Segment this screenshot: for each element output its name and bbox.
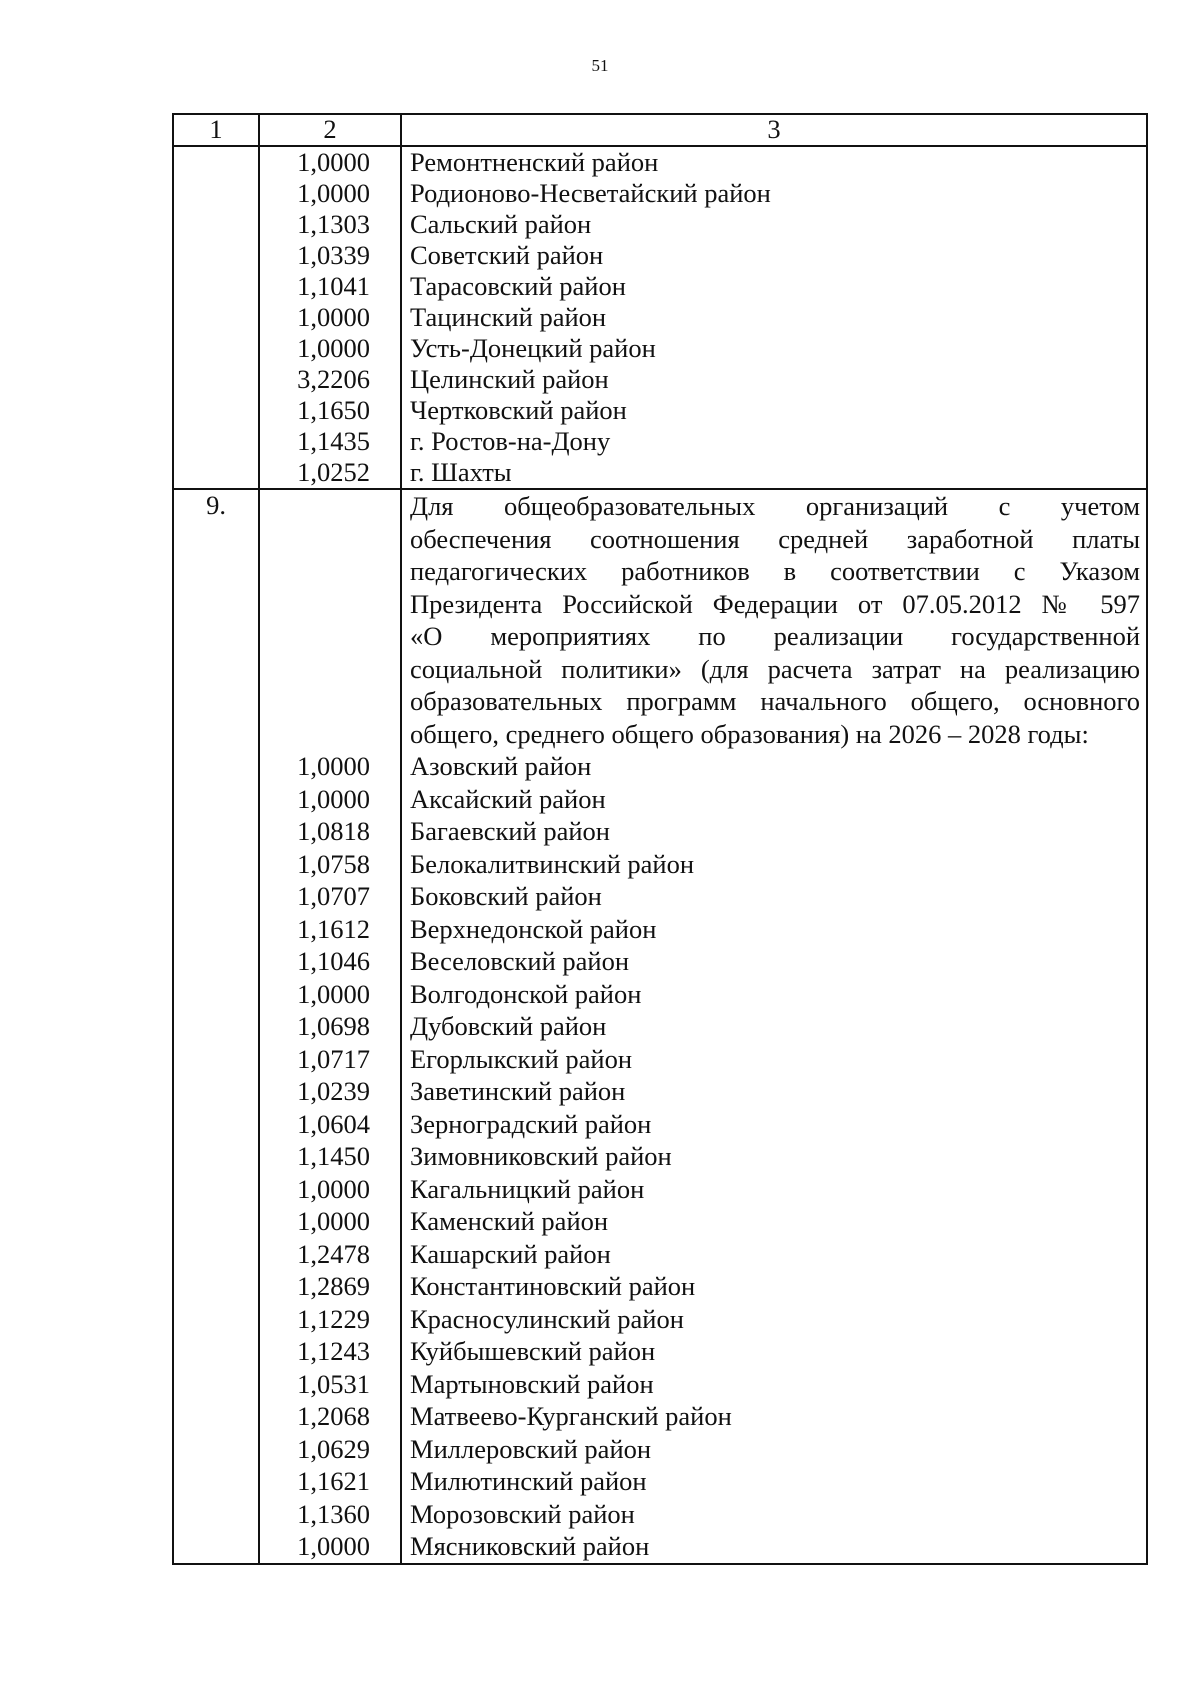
district-name-cell: Азовский район: [401, 750, 1147, 783]
table-row: [173, 1530, 1147, 1564]
coefficient-cell: 1,0604: [259, 1108, 401, 1141]
coefficient-cell: 1,0000: [259, 1173, 401, 1206]
table-row: [173, 1140, 1147, 1173]
district-name-cell: г. Шахты: [401, 457, 1147, 489]
row-number-cell: [173, 1433, 259, 1466]
district-name-cell: Аксайский район: [401, 783, 1147, 816]
description-line: «О мероприятиях по реализации государственной: [410, 621, 1140, 651]
district-name-cell: г. Ростов-на-Дону: [401, 426, 1147, 457]
district-name-cell: Кашарский район: [401, 1238, 1147, 1271]
table-row: [173, 1173, 1147, 1206]
coefficient-cell: 1,0000: [259, 783, 401, 816]
district-name-cell: Белокалитвинский район: [401, 848, 1147, 881]
coefficient-cell: 1,0000: [259, 1205, 401, 1238]
district-name-cell: Родионово-Несветайский район: [401, 178, 1147, 209]
row-number-cell: [173, 395, 259, 426]
coefficient-cell: [259, 489, 401, 750]
coefficient-cell: 1,0339: [259, 240, 401, 271]
row-number-cell: [173, 271, 259, 302]
coefficient-cell: 1,1435: [259, 426, 401, 457]
row-number-cell: [173, 1205, 259, 1238]
row-number-cell: [173, 1530, 259, 1564]
header-col-2: 2: [259, 114, 401, 146]
table-row: [173, 395, 1147, 426]
coefficient-cell: 1,1621: [259, 1465, 401, 1498]
table-body: [173, 114, 1147, 1564]
table-row: [173, 364, 1147, 395]
section-description-row: [173, 489, 1147, 750]
description-line: социальной политики» (для расчета затрат на реализацию: [410, 653, 1140, 684]
header-col-3: 3: [401, 114, 1147, 146]
table-row: [173, 1368, 1147, 1401]
row-number-cell: [173, 240, 259, 271]
table-row: [173, 333, 1147, 364]
coefficient-cell: 1,0698: [259, 1010, 401, 1043]
coefficient-cell: 1,0239: [259, 1075, 401, 1108]
coefficient-cell: 1,1650: [259, 395, 401, 426]
table-row: [173, 1270, 1147, 1303]
row-number-cell: [173, 880, 259, 913]
coefficient-cell: 1,0000: [259, 1530, 401, 1564]
district-name-cell: Константиновский район: [401, 1270, 1147, 1303]
district-name-cell: Советский район: [401, 240, 1147, 271]
table-row: [173, 271, 1147, 302]
row-number-cell: [173, 178, 259, 209]
district-name-cell: Ремонтненский район: [401, 146, 1147, 178]
row-number-cell: [173, 1368, 259, 1401]
district-name-cell: Зерноградский район: [401, 1108, 1147, 1141]
table-row: [173, 457, 1147, 489]
district-name-cell: Тарасовский район: [401, 271, 1147, 302]
row-number-cell: [173, 1108, 259, 1141]
coefficient-cell: 1,2869: [259, 1270, 401, 1303]
section-number-cell: 9.: [173, 489, 259, 750]
table-row: [173, 302, 1147, 333]
coefficient-cell: 1,0000: [259, 750, 401, 783]
coefficient-cell: 1,1229: [259, 1303, 401, 1336]
district-name-cell: Волгодонской район: [401, 978, 1147, 1011]
table-row: [173, 1108, 1147, 1141]
table-row: [173, 1303, 1147, 1336]
district-name-cell: Зимовниковский район: [401, 1140, 1147, 1173]
district-name-cell: Кагальницкий район: [401, 1173, 1147, 1206]
table-row: [173, 1498, 1147, 1531]
district-name-cell: Заветинский район: [401, 1075, 1147, 1108]
district-name-cell: Егорлыкский район: [401, 1043, 1147, 1076]
coefficient-cell: 1,0000: [259, 146, 401, 178]
row-number-cell: [173, 1400, 259, 1433]
row-number-cell: [173, 750, 259, 783]
table-row: [173, 1205, 1147, 1238]
table-row: [173, 1465, 1147, 1498]
row-number-cell: [173, 146, 259, 178]
district-name-cell: Куйбышевский район: [401, 1335, 1147, 1368]
table-header-row: [173, 114, 1147, 146]
district-name-cell: Матвеево-Курганский район: [401, 1400, 1147, 1433]
table-row: [173, 750, 1147, 783]
table-row: [173, 815, 1147, 848]
district-name-cell: Красносулинский район: [401, 1303, 1147, 1336]
section-description: [402, 490, 1146, 750]
district-name-cell: Чертковский район: [401, 395, 1147, 426]
district-name-cell: Усть-Донецкий район: [401, 333, 1147, 364]
table-row: [173, 880, 1147, 913]
table-row: [173, 978, 1147, 1011]
coefficient-cell: 1,0000: [259, 178, 401, 209]
coefficient-cell: 1,0629: [259, 1433, 401, 1466]
table-row: [173, 783, 1147, 816]
district-name-cell: Сальский район: [401, 209, 1147, 240]
district-name-cell: Миллеровский район: [401, 1433, 1147, 1466]
description-line: образовательных программ начального общего, основного: [410, 686, 1140, 716]
district-name-cell: Милютинский район: [401, 1465, 1147, 1498]
district-name-cell: Боковский район: [401, 880, 1147, 913]
row-number-cell: [173, 1498, 259, 1531]
table-row: [173, 1043, 1147, 1076]
coefficient-cell: 1,0531: [259, 1368, 401, 1401]
coefficient-cell: 1,0758: [259, 848, 401, 881]
coefficient-cell: 1,1303: [259, 209, 401, 240]
district-name-cell: Целинский район: [401, 364, 1147, 395]
coefficient-cell: 1,0000: [259, 333, 401, 364]
row-number-cell: [173, 1173, 259, 1206]
table-row: [173, 178, 1147, 209]
row-number-cell: [173, 1303, 259, 1336]
table-row: [173, 240, 1147, 271]
row-number-cell: [173, 1270, 259, 1303]
row-number-cell: [173, 333, 259, 364]
row-number-cell: [173, 1043, 259, 1076]
row-number-cell: [173, 815, 259, 848]
coefficient-cell: 1,1046: [259, 945, 401, 978]
coefficient-cell: 1,1450: [259, 1140, 401, 1173]
header-col-1: 1: [173, 114, 259, 146]
district-name-cell: Морозовский район: [401, 1498, 1147, 1531]
row-number-cell: [173, 1010, 259, 1043]
row-number-cell: [173, 783, 259, 816]
table-row: [173, 913, 1147, 946]
coefficient-cell: 1,0252: [259, 457, 401, 489]
row-number-cell: [173, 1238, 259, 1271]
description-line: Президента Российской Федерации от 07.05.2012 № 597: [410, 588, 1140, 619]
coefficient-cell: 1,0000: [259, 978, 401, 1011]
row-number-cell: [173, 1140, 259, 1173]
row-number-cell: [173, 1075, 259, 1108]
row-number-cell: [173, 848, 259, 881]
coefficient-cell: 3,2206: [259, 364, 401, 395]
district-name-cell: Дубовский район: [401, 1010, 1147, 1043]
section-description-cell: [401, 489, 1147, 750]
coefficient-cell: 1,0818: [259, 815, 401, 848]
coefficient-cell: 1,0707: [259, 880, 401, 913]
table-row: [173, 945, 1147, 978]
row-number-cell: [173, 978, 259, 1011]
table-row: [173, 1075, 1147, 1108]
row-number-cell: [173, 302, 259, 333]
coefficient-cell: 1,1243: [259, 1335, 401, 1368]
coefficient-cell: 1,2478: [259, 1238, 401, 1271]
row-number-cell: [173, 457, 259, 489]
district-name-cell: Верхнедонской район: [401, 913, 1147, 946]
table-row: [173, 209, 1147, 240]
row-number-cell: [173, 1465, 259, 1498]
coefficients-table: [172, 113, 1148, 1565]
table-row: [173, 1335, 1147, 1368]
table-row: [173, 146, 1147, 178]
table-row: [173, 1238, 1147, 1271]
row-number-cell: [173, 364, 259, 395]
coefficient-cell: 1,1612: [259, 913, 401, 946]
table-row: [173, 1010, 1147, 1043]
district-name-cell: Каменский район: [401, 1205, 1147, 1238]
table-row: [173, 1433, 1147, 1466]
row-number-cell: [173, 1335, 259, 1368]
description-line: педагогических работников в соответствии с Указом: [410, 556, 1140, 586]
row-number-cell: [173, 945, 259, 978]
page-number: 51: [591, 56, 609, 75]
coefficient-cell: 1,0000: [259, 302, 401, 333]
row-number-cell: [173, 913, 259, 946]
description-line: Для общеобразовательных организаций с учетом: [410, 491, 1140, 521]
table-row: [173, 848, 1147, 881]
description-line: обеспечения соотношения средней заработной платы: [410, 523, 1140, 554]
coefficient-cell: 1,1041: [259, 271, 401, 302]
coefficient-cell: 1,2068: [259, 1400, 401, 1433]
district-name-cell: Тацинский район: [401, 302, 1147, 333]
district-name-cell: Багаевский район: [401, 815, 1147, 848]
coefficient-cell: 1,1360: [259, 1498, 401, 1531]
table-row: [173, 1400, 1147, 1433]
district-name-cell: Мартыновский район: [401, 1368, 1147, 1401]
row-number-cell: [173, 209, 259, 240]
district-name-cell: Мясниковский район: [401, 1530, 1147, 1564]
coefficient-cell: 1,0717: [259, 1043, 401, 1076]
district-name-cell: Веселовский район: [401, 945, 1147, 978]
row-number-cell: [173, 426, 259, 457]
table-row: [173, 426, 1147, 457]
description-line: общего, среднего общего образования) на 2026 – 2028 годы:: [410, 718, 1089, 749]
